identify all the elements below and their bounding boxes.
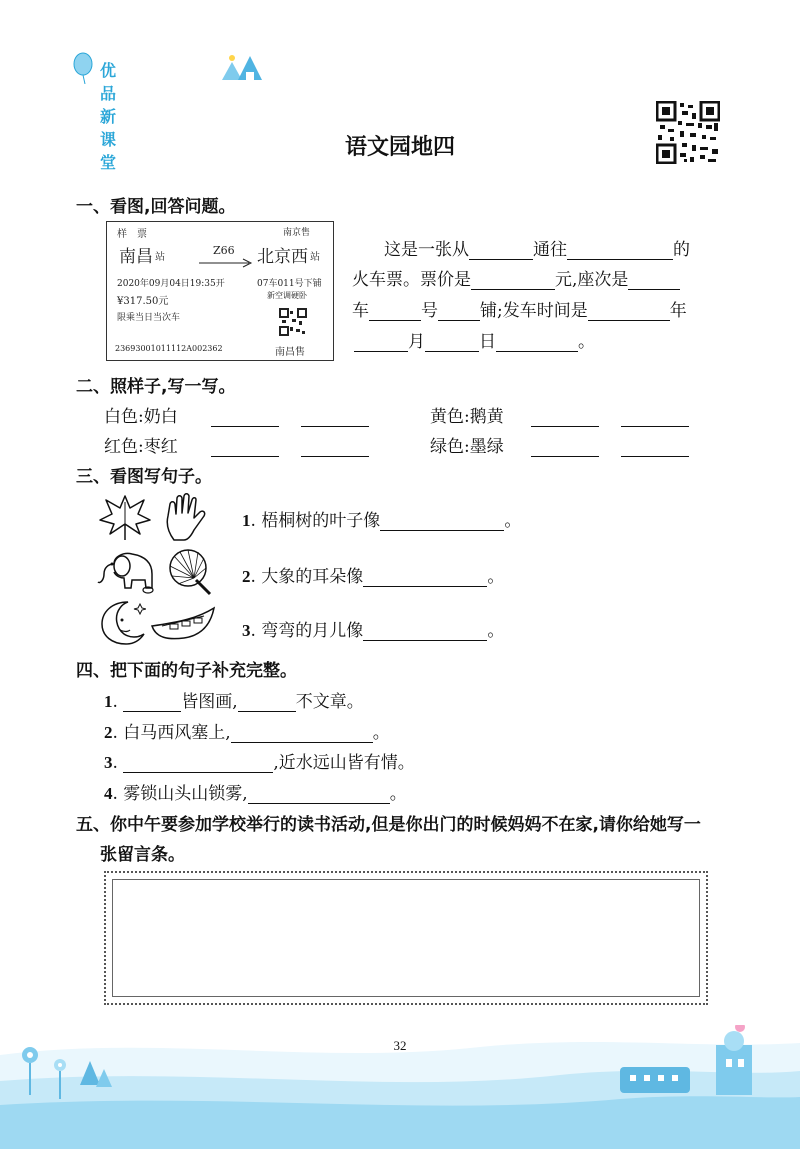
section1-line-1 xyxy=(384,235,690,260)
sentence-end: 。 xyxy=(487,621,505,641)
answer-blank[interactable] xyxy=(425,333,479,352)
item-number: 3 xyxy=(104,753,113,772)
ticket-issuer-bottom: 南昌售 xyxy=(275,347,305,358)
section3-heading: 三、看图写句子。 xyxy=(76,467,212,487)
answer-blank[interactable] xyxy=(363,622,487,641)
complete-text-b: 。 xyxy=(372,723,390,743)
ticket-from-station: 南昌 xyxy=(119,247,153,267)
color-item-2 xyxy=(430,402,689,427)
section5-heading-line2: 张留言条。 xyxy=(100,845,185,865)
sentence-end: 。 xyxy=(504,511,522,531)
answer-blank[interactable] xyxy=(438,302,480,321)
complete-item-2 xyxy=(104,718,390,743)
sentence-item-1 xyxy=(242,506,521,531)
crescent-moon-icon xyxy=(98,600,146,646)
line3-text-c: 铺;发车时间是 xyxy=(480,301,588,321)
complete-item-1 xyxy=(104,687,364,712)
section4-heading: 四、把下面的句子补充完整。 xyxy=(76,661,297,681)
answer-blank[interactable] xyxy=(471,271,555,290)
ticket-validity: 限乘当日当次车 xyxy=(117,313,181,323)
ticket-station-suffix: 站 xyxy=(155,252,165,263)
color-label: 白色:奶白 xyxy=(104,407,178,427)
page-title: 语文园地四 xyxy=(344,135,455,160)
fan-icon xyxy=(166,548,214,596)
house-cluster-icon xyxy=(218,50,268,84)
answer-blank[interactable] xyxy=(211,408,279,427)
line1-text-a: 这是一张从 xyxy=(384,240,469,260)
complete-text-c: 不文章。 xyxy=(295,692,364,712)
complete-text-b: 皆图画, xyxy=(181,692,238,712)
balloon-icon xyxy=(72,52,102,84)
line3-text-d: 年 xyxy=(669,301,687,321)
answer-blank[interactable] xyxy=(123,693,181,712)
section5-heading-line1: 五、你中午要参加学校举行的读书活动,但是你出门的时候妈妈不在家,请你给她写一 xyxy=(76,815,701,835)
answer-blank[interactable] xyxy=(248,785,390,804)
writing-area[interactable] xyxy=(104,871,708,1005)
answer-blank[interactable] xyxy=(301,438,369,457)
complete-text-b: ,近水远山皆有情。 xyxy=(273,753,415,773)
ticket-seat-type: 新空调硬卧 xyxy=(267,291,307,300)
color-label: 黄色:鹅黄 xyxy=(430,407,504,427)
arrow-right-icon xyxy=(199,258,255,268)
answer-blank[interactable] xyxy=(369,302,421,321)
color-item-1 xyxy=(104,402,369,427)
ticket-station-suffix-2: 站 xyxy=(310,252,320,263)
line3-text-b: 号 xyxy=(421,301,438,321)
sentence-item-3 xyxy=(242,616,504,641)
ticket-sample-label: 样 票 xyxy=(117,229,147,240)
ticket-seat: 07车011号下铺 xyxy=(257,279,322,289)
brand-text: 优品新课堂 xyxy=(100,61,118,172)
answer-blank[interactable] xyxy=(469,241,533,260)
answer-blank[interactable] xyxy=(211,438,279,457)
boat-icon xyxy=(150,604,216,642)
item-number: 2 xyxy=(242,567,251,586)
section1-line-3 xyxy=(352,296,687,321)
train-ticket xyxy=(106,221,334,361)
answer-blank[interactable] xyxy=(231,724,373,743)
line4-text-c: 。 xyxy=(578,332,595,352)
line2-text-a: 火车票。票价是 xyxy=(352,270,471,290)
color-item-3 xyxy=(104,432,369,457)
line1-text-b: 通往 xyxy=(533,240,567,260)
complete-item-4 xyxy=(104,779,407,804)
answer-blank[interactable] xyxy=(354,333,408,352)
color-label: 绿色:墨绿 xyxy=(430,437,504,457)
maple-leaf-icon xyxy=(98,494,152,542)
sentence-item-2 xyxy=(242,562,504,587)
complete-text-a: . xyxy=(112,753,124,773)
item-number: 4 xyxy=(104,784,113,803)
answer-blank[interactable] xyxy=(628,271,680,290)
elephant-icon xyxy=(96,548,160,594)
ticket-issuer-top: 南京售 xyxy=(283,228,311,238)
sentence-text: . 梧桐树的叶子像 xyxy=(250,511,381,531)
answer-blank[interactable] xyxy=(531,408,599,427)
answer-blank[interactable] xyxy=(531,438,599,457)
item-number: 1 xyxy=(242,511,251,530)
answer-blank[interactable] xyxy=(301,408,369,427)
sentence-text: . 大象的耳朵像 xyxy=(250,567,364,587)
answer-blank[interactable] xyxy=(238,693,296,712)
complete-item-3 xyxy=(104,748,415,773)
section1-heading: 一、看图,回答问题。 xyxy=(76,197,236,217)
ticket-serial: 23693001011112A002362 xyxy=(115,344,223,353)
section1-line-2 xyxy=(352,265,680,290)
sentence-text: . 弯弯的月儿像 xyxy=(250,621,364,641)
complete-text-a: . xyxy=(112,692,124,712)
complete-text-b: 。 xyxy=(389,784,407,804)
item-number: 1 xyxy=(104,692,113,711)
item-number: 2 xyxy=(104,723,113,742)
item-number: 3 xyxy=(242,621,251,640)
ticket-departure: 2020年09月04日19:35开 xyxy=(117,279,225,289)
answer-blank[interactable] xyxy=(123,754,273,773)
ticket-price: ¥317.50元 xyxy=(117,296,169,307)
answer-blank[interactable] xyxy=(621,438,689,457)
ticket-qr-icon xyxy=(279,308,307,336)
answer-blank[interactable] xyxy=(496,333,578,352)
ticket-to-station: 北京西 xyxy=(257,247,308,267)
complete-text-a: . 白马西风塞上, xyxy=(112,723,231,743)
color-label: 红色:枣红 xyxy=(104,437,178,457)
answer-blank[interactable] xyxy=(567,241,673,260)
line4-text-a: 月 xyxy=(408,332,425,352)
section1-line-4 xyxy=(354,327,595,352)
ticket-train-number: Z66 xyxy=(213,244,235,257)
answer-blank[interactable] xyxy=(621,408,689,427)
answer-blank[interactable] xyxy=(363,568,487,587)
line3-text-a: 车 xyxy=(352,301,369,321)
line4-text-b: 日 xyxy=(479,332,496,352)
answer-blank[interactable] xyxy=(380,512,504,531)
answer-blank[interactable] xyxy=(588,302,670,321)
writing-area-inner-border xyxy=(112,879,700,997)
color-item-4 xyxy=(430,432,689,457)
section2-heading: 二、照样子,写一写。 xyxy=(76,377,236,397)
line1-text-c: 的 xyxy=(673,240,690,260)
line2-text-b: 元,座次是 xyxy=(555,270,629,290)
sentence-end: 。 xyxy=(487,567,505,587)
page-number: 32 xyxy=(393,1038,407,1053)
qr-code-icon[interactable] xyxy=(656,101,720,164)
hand-icon xyxy=(160,492,210,542)
complete-text-a: . 雾锁山头山锁雾, xyxy=(112,784,248,804)
